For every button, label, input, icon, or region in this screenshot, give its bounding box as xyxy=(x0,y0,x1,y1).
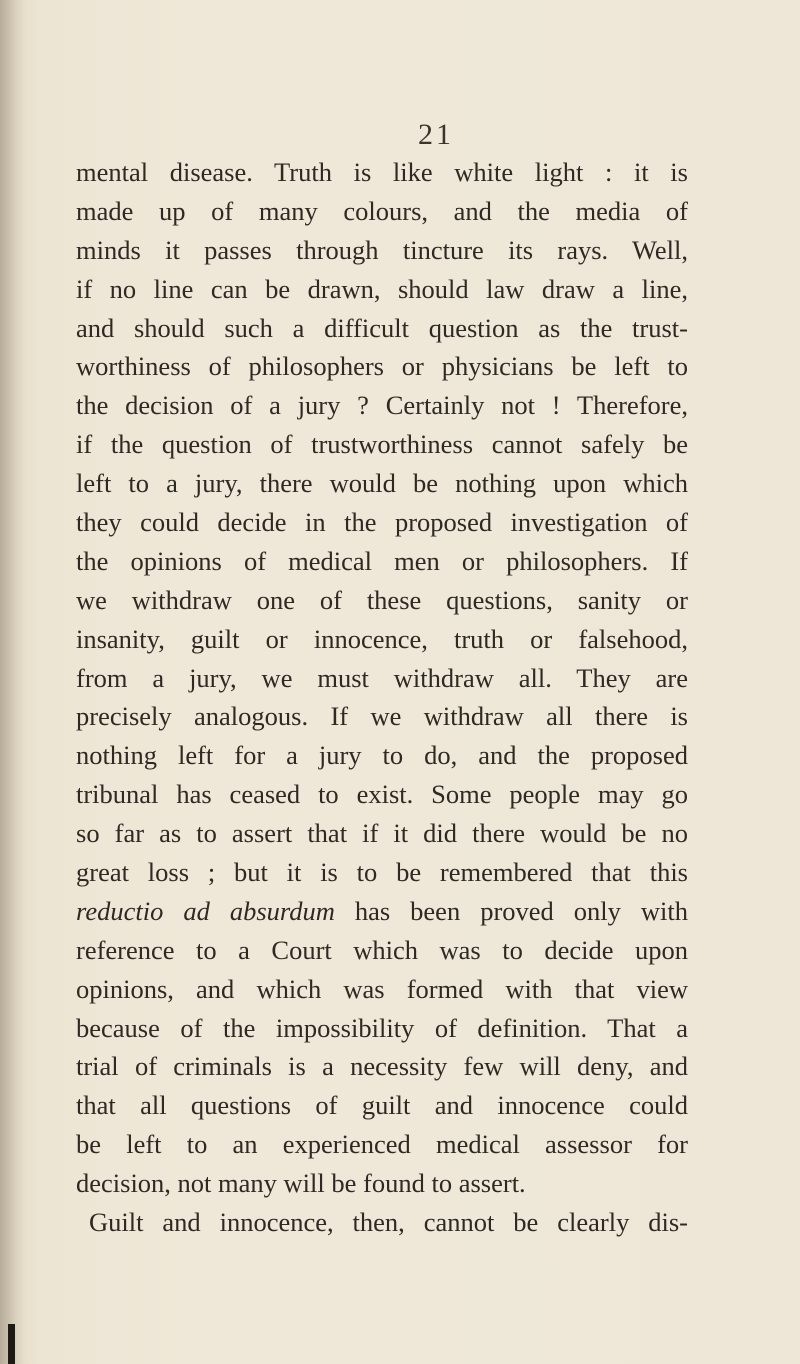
binding-gutter-shadow xyxy=(0,0,26,1364)
text-line: and should such a difficult question as the trust- xyxy=(76,312,688,343)
text-line: from a jury, we must withdraw all. They are xyxy=(76,662,688,693)
text-line: reference to a Court which was to decide upon xyxy=(76,934,688,965)
text-line: tribunal has ceased to exist. Some people may go xyxy=(76,779,688,810)
text-line: they could decide in the proposed investigation of xyxy=(76,507,688,538)
text-line: we withdraw one of these questions, sanity or xyxy=(76,584,688,615)
text-line: so far as to assert that if it did there would be no xyxy=(76,818,688,849)
text-line: minds it passes through tincture its rays. Well, xyxy=(76,234,688,265)
text-line: if the question of trustworthiness cannot safely be xyxy=(76,429,688,460)
text-line: the opinions of medical men or philosophers. If xyxy=(76,545,688,576)
body-text xyxy=(76,153,688,1242)
paragraph-start-line: Guilt and innocence, then, cannot be clearly dis- xyxy=(89,1207,688,1238)
text-line: because of the impossibility of definition. That a xyxy=(76,1012,688,1043)
text-line: nothing left for a jury to do, and the proposed xyxy=(76,740,688,771)
text-line: the decision of a jury ? Certainly not ! Therefore, xyxy=(76,390,688,421)
text-line: opinions, and which was formed with that view xyxy=(76,973,688,1004)
text-line: if no line can be drawn, should law draw a line, xyxy=(76,273,688,304)
margin-ink-mark xyxy=(8,1324,15,1364)
text-line: that all questions of guilt and innocence could xyxy=(76,1090,688,1121)
text-line: made up of many colours, and the media of xyxy=(76,195,688,226)
text-line-rest: has been proved only with xyxy=(334,895,688,926)
text-line: decision, not many will be found to assert. xyxy=(76,1168,526,1199)
text-line: trial of criminals is a necessity few will deny, and xyxy=(76,1051,688,1082)
page-number: 21 xyxy=(418,118,454,151)
text-line: insanity, guilt or innocence, truth or falsehood, xyxy=(76,623,688,654)
text-line: be left to an experienced medical assessor for xyxy=(76,1129,688,1160)
text-line: worthiness of philosophers or physicians be left to xyxy=(76,351,688,382)
text-line-with-italic xyxy=(76,892,688,931)
text-line: left to a jury, there would be nothing upon which xyxy=(76,468,688,499)
italic-phrase: reductio ad absurdum xyxy=(76,895,335,926)
text-line: great loss ; but it is to be remembered that this xyxy=(76,857,688,888)
text-line: mental disease. Truth is like white light : it is xyxy=(76,157,688,187)
text-line: precisely analogous. If we withdraw all there is xyxy=(76,701,688,732)
